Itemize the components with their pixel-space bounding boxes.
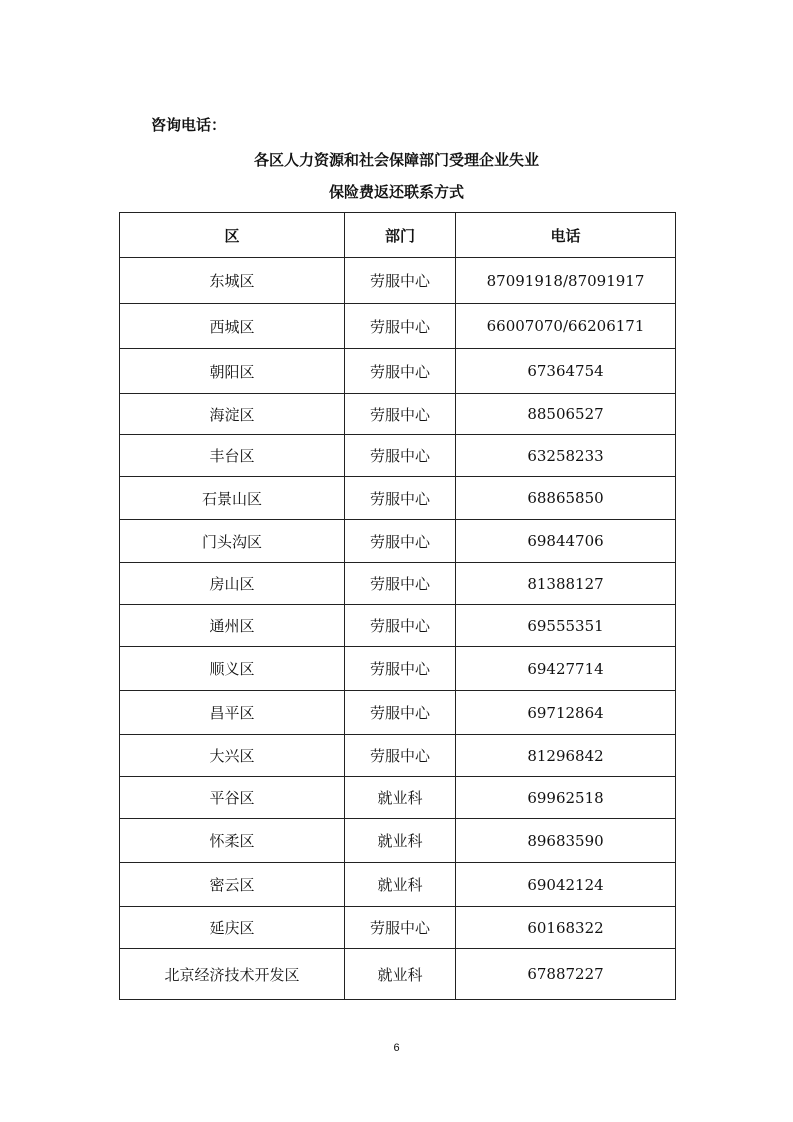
phone-cell: 69962518 [456,777,676,819]
department-cell: 劳服中心 [345,520,456,563]
department-cell: 劳服中心 [345,691,456,735]
department-cell: 劳服中心 [345,258,456,304]
district-cell: 丰台区 [120,435,345,477]
district-cell: 朝阳区 [120,349,345,394]
header-department: 部门 [345,213,456,258]
document-title-line-2: 保险费返还联系方式 [328,183,464,201]
table-row [120,563,676,605]
phone-cell: 87091918/87091917 [456,258,676,304]
phone-cell: 88506527 [456,394,676,435]
phone-cell: 67887227 [456,949,676,1000]
department-cell: 就业科 [345,863,456,907]
district-cell: 延庆区 [120,907,345,949]
department-cell: 就业科 [345,949,456,1000]
phone-cell: 67364754 [456,349,676,394]
district-cell: 西城区 [120,304,345,349]
table-row [120,605,676,647]
district-cell: 平谷区 [120,777,345,819]
table-row [120,477,676,520]
department-cell: 劳服中心 [345,477,456,520]
phone-cell: 69712864 [456,691,676,735]
phone-cell: 69042124 [456,863,676,907]
district-cell: 通州区 [120,605,345,647]
department-cell: 劳服中心 [345,349,456,394]
table-row [120,777,676,819]
department-cell: 劳服中心 [345,647,456,691]
table-row [120,863,676,907]
district-cell: 顺义区 [120,647,345,691]
district-cell: 怀柔区 [120,819,345,863]
table-row [120,349,676,394]
department-cell: 就业科 [345,777,456,819]
department-cell: 劳服中心 [345,563,456,605]
phone-cell: 68865850 [456,477,676,520]
table-header-row [120,213,676,258]
department-cell: 劳服中心 [345,304,456,349]
department-cell: 劳服中心 [345,435,456,477]
consult-phone-heading: 咨询电话： [151,116,227,134]
table-row [120,735,676,777]
header-phone: 电话 [456,213,676,258]
department-cell: 劳服中心 [345,735,456,777]
table-row [120,819,676,863]
header-district: 区 [120,213,345,258]
table-row [120,435,676,477]
department-cell: 就业科 [345,819,456,863]
phone-cell: 89683590 [456,819,676,863]
department-cell: 劳服中心 [345,907,456,949]
department-cell: 劳服中心 [345,394,456,435]
district-cell: 海淀区 [120,394,345,435]
phone-cell: 60168322 [456,907,676,949]
phone-cell: 69844706 [456,520,676,563]
document-title-line-1: 各区人力资源和社会保障部门受理企业失业 [253,151,539,169]
table-row [120,394,676,435]
table-row [120,907,676,949]
table-row [120,949,676,1000]
phone-cell: 63258233 [456,435,676,477]
page-number: 6 [393,1042,400,1054]
contact-table [119,212,676,1000]
phone-cell: 69427714 [456,647,676,691]
table-row [120,520,676,563]
table-row [120,691,676,735]
table-body [120,258,676,1000]
district-cell: 门头沟区 [120,520,345,563]
table-row [120,304,676,349]
phone-cell: 66007070/66206171 [456,304,676,349]
district-cell: 北京经济技术开发区 [120,949,345,1000]
table-row [120,258,676,304]
district-cell: 石景山区 [120,477,345,520]
phone-cell: 69555351 [456,605,676,647]
district-cell: 密云区 [120,863,345,907]
district-cell: 东城区 [120,258,345,304]
district-cell: 大兴区 [120,735,345,777]
phone-cell: 81388127 [456,563,676,605]
phone-cell: 81296842 [456,735,676,777]
district-cell: 房山区 [120,563,345,605]
table-row [120,647,676,691]
department-cell: 劳服中心 [345,605,456,647]
district-cell: 昌平区 [120,691,345,735]
